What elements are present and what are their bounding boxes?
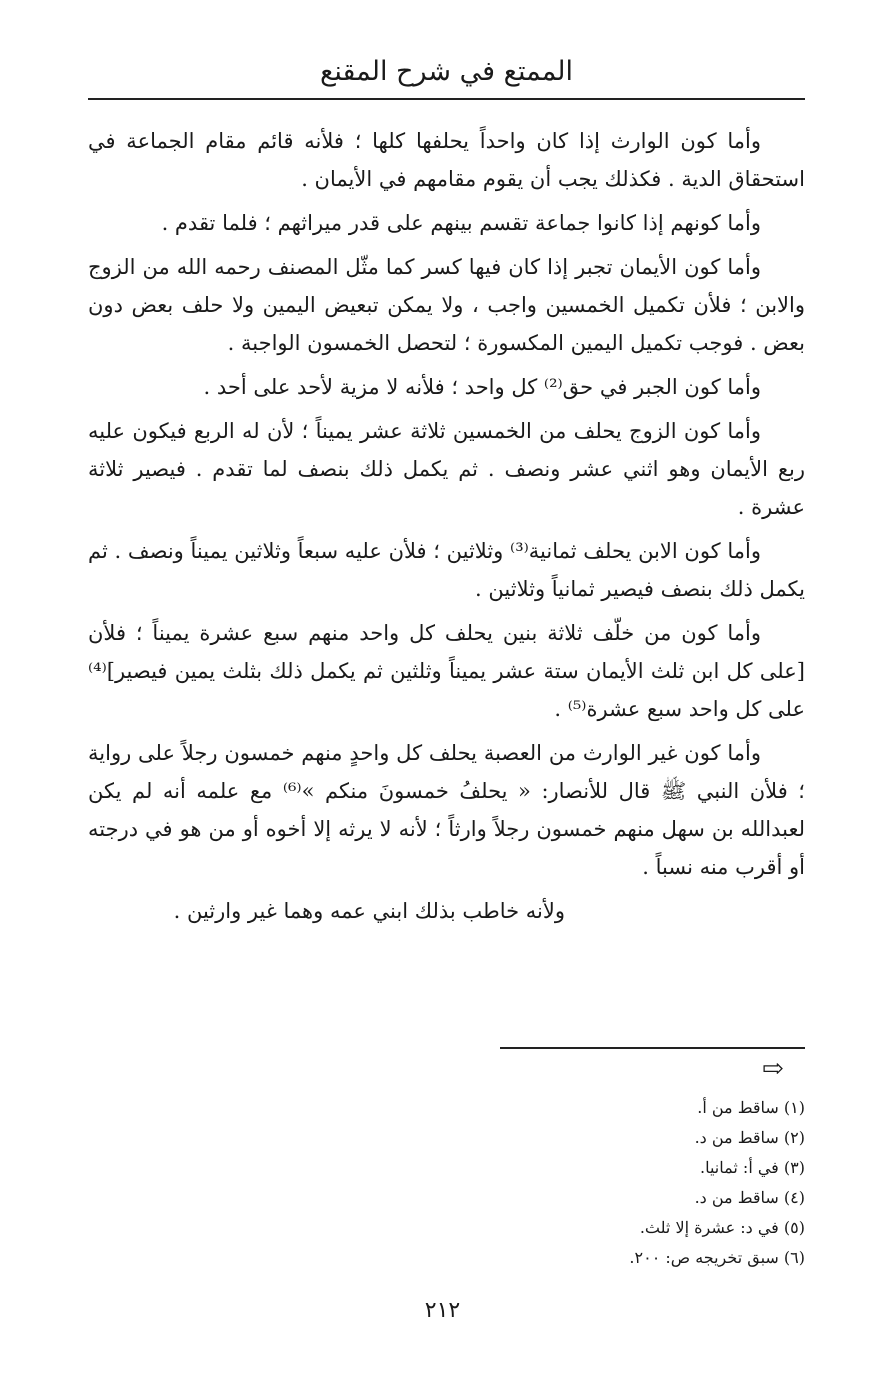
body-text (88, 122, 805, 936)
paragraph: وأما كون الجبر في حق⁽²⁾ كل واحد ؛ فلأنه لا مزية لأحد على أحد . (203, 375, 761, 399)
paragraph: وأما كون الأيمان تجبر إذا كان فيها كسر كما مثّل المصنف رحمه الله من الزوج والابن ؛ فلأن تكميل الخمسين واجب ، ولا يمكن تبعيض اليمين ولا حلف بعض دون بعض . فوجب تكميل اليمين المكسورة ؛ لتحصل الخمسون الواجبة . (88, 255, 805, 355)
page-number: ٢١٢ (424, 1298, 461, 1323)
footnote-divider (500, 1047, 805, 1049)
paragraph: وأما كونهم إذا كانوا جماعة تقسم بينهم على قدر ميراثهم ؛ فلما تقدم . (161, 211, 761, 235)
footnote: (٤) ساقط من د. (694, 1188, 805, 1207)
footnote: (٥) في د: عشرة إلا ثلث. (639, 1218, 805, 1237)
page-header (88, 48, 805, 100)
footnote: (٢) ساقط من د. (694, 1128, 805, 1147)
paragraph: وأما كون غير الوارث من العصبة يحلف كل واحدٍ منهم خمسون رجلاً على رواية ؛ فلأن النبي ﷺ قال للأنصار: « يحلفُ خمسونَ منكم »⁽⁶⁾ مع علمه أنه لم يكن لعبدالله بن سهل منهم خمسون رجلاً وارثاً ؛ لأنه لا يرثه إلا أخوه أو من هو في درجته أو أقرب منه نسباً . (88, 741, 805, 879)
paragraph: وأما كون الوارث إذا كان واحداً يحلفها كلها ؛ فلأنه قائم مقام الجماعة في استحقاق الدية . فكذلك يجب أن يقوم مقامهم في الأيمان . (88, 129, 805, 191)
paragraph: ولأنه خاطب بذلك ابني عمه وهما غير وارثين . (173, 899, 565, 923)
continuation-arrow-icon: ⇨ (762, 1054, 784, 1084)
paragraph: وأما كون الزوج يحلف من الخمسين ثلاثة عشر يميناً ؛ لأن له الربع فيكون عليه ربع الأيمان وهو اثني عشر ونصف . ثم يكمل ذلك بنصف لما تقدم . فيصير ثلاثة عشرة . (88, 419, 805, 519)
footnotes (400, 1093, 805, 1273)
page-title: الممتع في شرح المقنع (319, 56, 574, 87)
footnote: (٦) سبق تخريجه ص: ٢٠٠. (629, 1248, 805, 1267)
paragraph: وأما كون الابن يحلف ثمانية⁽³⁾ وثلاثين ؛ فلأن عليه سبعاً وثلاثين يميناً ونصف . ثم يكمل ذلك بنصف فيصير ثمانياً وثلاثين . (88, 539, 805, 601)
paragraph: وأما كون من خلّف ثلاثة بنين يحلف كل واحد منهم سبع عشرة يميناً ؛ فلأن [على كل ابن ثلث الأيمان ستة عشر يميناً وثلثين ثم يكمل ذلك بثلث يمين فيصير]⁽⁴⁾ على كل واحد سبع عشرة⁽⁵⁾ . (88, 621, 805, 721)
footnote: (١) ساقط من أ. (697, 1098, 805, 1117)
footnote: (٣) في أ: ثمانيا. (700, 1158, 805, 1177)
